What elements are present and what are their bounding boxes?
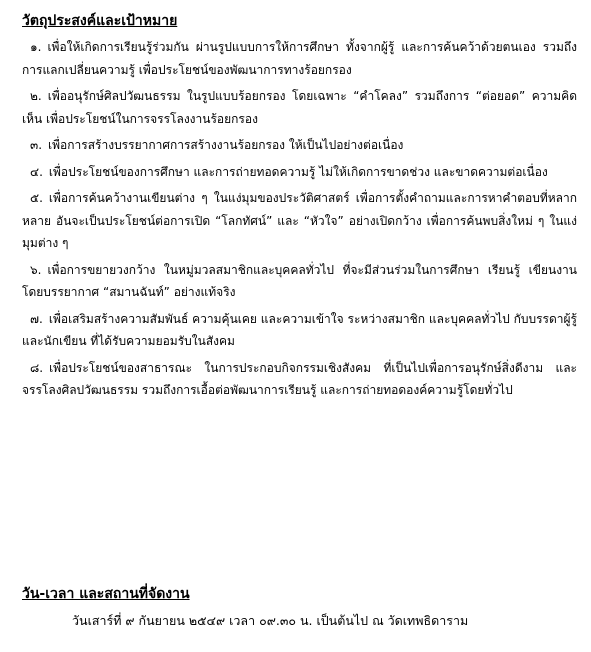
objective-number: ๗. bbox=[30, 311, 43, 326]
objective-number: ๘. bbox=[30, 360, 44, 375]
objectives-list bbox=[22, 36, 577, 402]
objective-text: เพื่ออนุรักษ์ศิลปวัฒนธรรม ในรูปแบบร้อยกรอง โดยเฉพาะ “คำโคลง” รวมถึงการ “ต่อยอด” ความคิดเห็น เพื่อประโยชน์ในการจรรโลงงานร้อยกรอง bbox=[22, 89, 577, 126]
objective-item-5 bbox=[22, 187, 577, 255]
objective-number: ๖. bbox=[30, 262, 42, 277]
objective-item-8 bbox=[22, 357, 577, 402]
objective-text: เพื่อเสริมสร้างความสัมพันธ์ ความคุ้นเคย และความเข้าใจ ระหว่างสมาชิก และบุคคลทั่วไป กับบรรดาผู้รู้ และนักเขียน ที่ได้รับความยอมรับในสังคม bbox=[22, 311, 577, 348]
objective-number: ๓. bbox=[30, 138, 43, 152]
objective-item-3 bbox=[22, 134, 577, 157]
objective-number: ๑. bbox=[30, 40, 42, 54]
objective-text: เพื่อให้เกิดการเรียนรู้ร่วมกัน ผ่านรูปแบบการให้การศึกษา ทั้งจากผู้รู้ และการค้นคว้าด้วยตนเอง รวมถึงการแลกเปลี่ยนความรู้ เพื่อประโยชน์ของพัฒนาการทางร้อยกรอง bbox=[22, 40, 577, 77]
objective-text: เพื่อประโยชน์ของการศึกษา และการถ่ายทอดความรู้ ไม่ให้เกิดการขาดช่วง และขาดความต่อเนื่อง bbox=[48, 164, 548, 179]
venue-details: วันเสาร์ที่ ๙ กันยายน ๒๕๔๙ เวลา ๐๙.๓๐ น. เป็นต้นไป ณ วัดเทพธิดาราม bbox=[72, 613, 469, 628]
venue-section bbox=[22, 583, 577, 633]
objective-text: เพื่อการค้นคว้างานเขียนต่าง ๆ ในแง่มุมของประวัติศาสตร์ เพื่อการตั้งคำถามและการหาคำตอบที่หลากหลาย อันจะเป็นประโยชน์ต่อการเปิด “โลกทัศน์” และ “หัวใจ” อย่างเปิดกว้าง เพื่อการค้นพบสิ่งใหม่ ๆ ในแง่มุมต่าง ๆ bbox=[22, 191, 577, 250]
objective-item-4 bbox=[22, 161, 577, 184]
objective-item-7 bbox=[22, 308, 577, 353]
objective-item-6 bbox=[22, 259, 577, 304]
objectives-heading: วัตถุประสงค์และเป้าหมาย bbox=[22, 13, 178, 29]
objective-item-2 bbox=[22, 85, 577, 130]
objective-text: เพื่อการสร้างบรรยากาศการสร้างงานร้อยกรอง ให้เป็นไปอย่างต่อเนื่อง bbox=[48, 138, 404, 152]
objective-number: ๒. bbox=[30, 89, 42, 103]
objective-text: เพื่อประโยชน์ของสาธารณะ ในการประกอบกิจกรรมเชิงสังคม ที่เป็นไปเพื่อการอนุรักษ์สิ่งดีงาม และจรรโลงศิลปวัฒนธรรม รวมถึงการเอื้อต่อพัฒนาการเรียนรู้ และการถ่ายทอดองค์ความรู้โดยทั่วไป bbox=[22, 360, 577, 397]
objective-item-1 bbox=[22, 36, 577, 81]
venue-heading: วัน-เวลา และสถานที่จัดงาน bbox=[22, 586, 190, 602]
objective-text: เพื่อการขยายวงกว้าง ในหมู่มวลสมาชิกและบุคคลทั่วไป ที่จะมีส่วนร่วมในการศึกษา เรียนรู้ เขียนงาน โดยบรรยากาศ “สมานฉันท์” อย่างแท้จริง bbox=[22, 262, 577, 299]
objective-number: ๔. bbox=[30, 164, 43, 179]
objective-number: ๕. bbox=[30, 191, 43, 205]
